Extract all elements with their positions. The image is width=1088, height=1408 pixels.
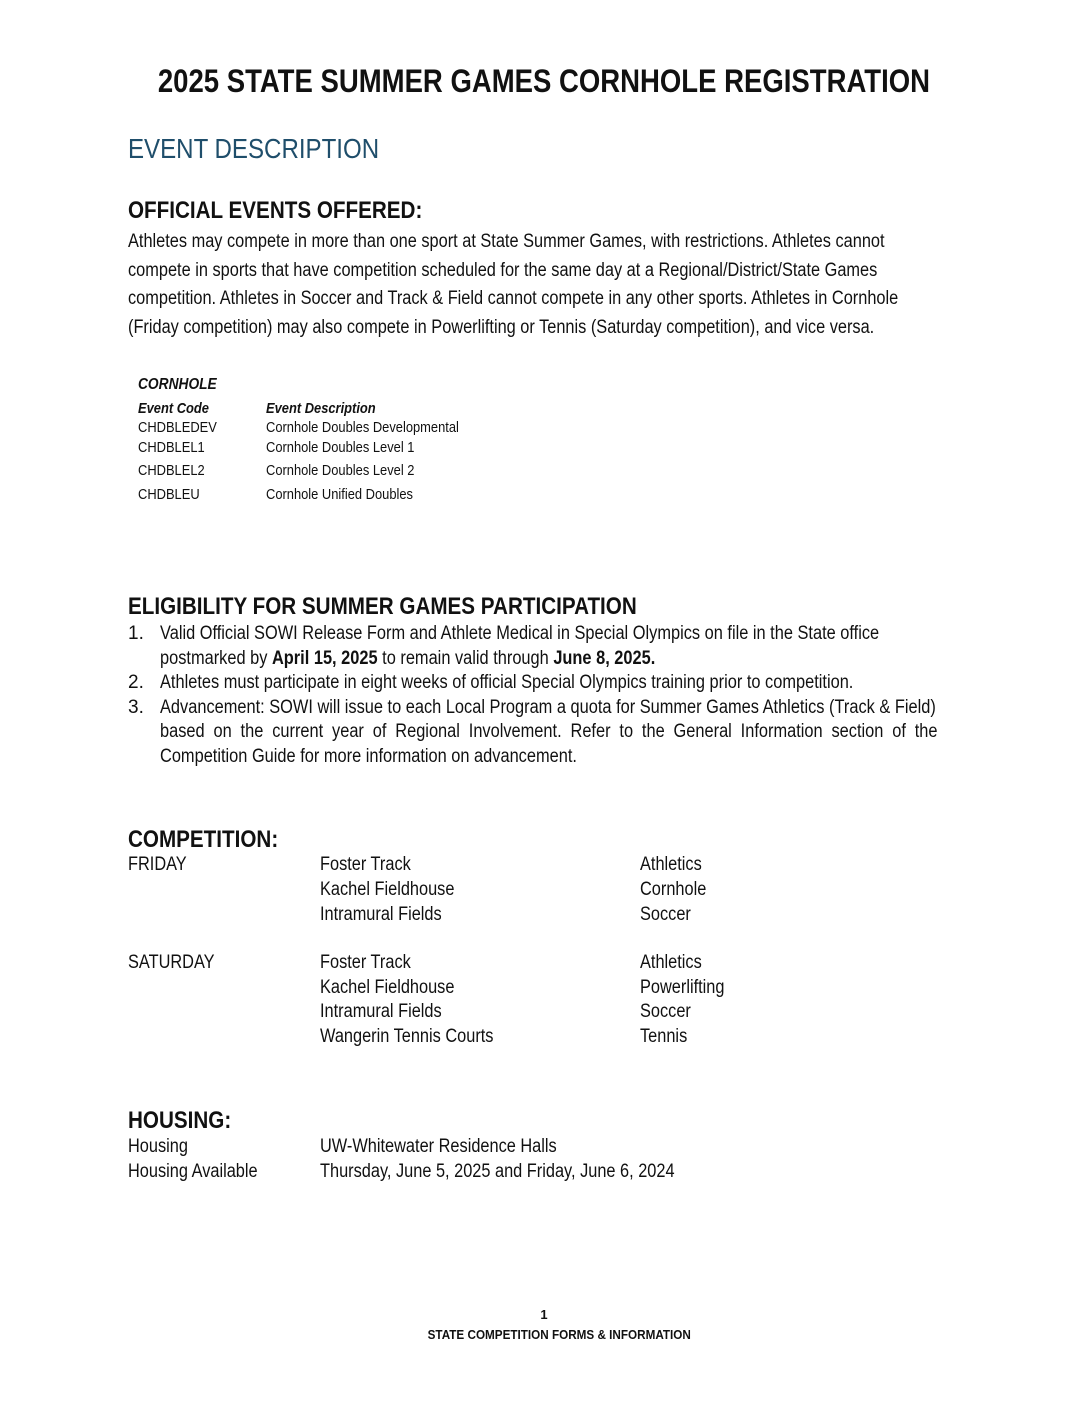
paragraph-line: Athletes may compete in more than one sport at State Summer Games, with restrictions. Athletes cannot xyxy=(128,231,885,252)
housing-label: Housing xyxy=(128,1136,188,1157)
venue: Kachel Fieldhouse xyxy=(320,977,455,998)
venue: Foster Track xyxy=(320,952,411,973)
col-header-code: Event Code xyxy=(138,400,209,417)
venue: Kachel Fieldhouse xyxy=(320,879,455,900)
table-row xyxy=(138,462,638,482)
event-code: CHDBLEDEV xyxy=(138,419,217,436)
venue: Intramural Fields xyxy=(320,1001,442,1022)
page-number: 1 xyxy=(540,1307,548,1322)
competition-heading: COMPETITION: xyxy=(128,826,279,853)
official-events-heading: OFFICIAL EVENTS OFFERED: xyxy=(128,197,423,224)
paragraph-line: competition. Athletes in Soccer and Track & Field cannot compete in any other sports. Athletes in Cornhole xyxy=(128,288,899,309)
housing-heading: HOUSING: xyxy=(128,1107,232,1134)
table-row xyxy=(138,419,638,439)
list-item: 3. Advancement: SOWI will issue to each Local Program a quota for Summer Games Athletics (Track & Field) based on the current year of Regional Involvement. Refer to the General Information section of the Competition Guide for more information on advancement. xyxy=(128,696,938,767)
sport: Cornhole xyxy=(640,879,707,900)
table-sport-heading: CORNHOLE xyxy=(138,376,217,393)
housing-value: UW-Whitewater Residence Halls xyxy=(320,1136,557,1157)
paragraph-line: (Friday competition) may also compete in Powerlifting or Tennis (Saturday competition), and vice versa. xyxy=(128,316,875,338)
list-item: 1. Valid Official SOWI Release Form and Athlete Medical in Special Olympics on file in the State office postmarked by April 15, 2025 to remain valid through June 8, 2025. xyxy=(128,623,880,669)
table-header-row xyxy=(138,400,638,420)
eligibility-heading: ELIGIBILITY FOR SUMMER GAMES PARTICIPATION xyxy=(128,593,637,620)
event-code: CHDBLEL2 xyxy=(138,462,205,479)
venue: Intramural Fields xyxy=(320,904,442,925)
sport: Soccer xyxy=(640,904,691,925)
official-events-paragraph xyxy=(128,228,990,342)
sport: Athletics xyxy=(640,952,702,973)
paragraph-line: compete in sports that have competition scheduled for the same day at a Regional/District/State Games xyxy=(128,259,878,281)
event-code: CHDBLEU xyxy=(138,486,200,503)
list-item: 2. Athletes must participate in eight weeks of official Special Olympics training prior to competition. xyxy=(128,671,992,696)
sport: Powerlifting xyxy=(640,977,725,998)
day-label: FRIDAY xyxy=(128,854,187,875)
event-description: Cornhole Doubles Developmental xyxy=(266,419,459,436)
list-number: 2. xyxy=(128,672,144,693)
list-number: 3. xyxy=(128,696,144,718)
eligibility-list xyxy=(128,622,992,769)
sport: Athletics xyxy=(640,854,702,875)
event-code: CHDBLEL1 xyxy=(138,439,205,456)
sport: Tennis xyxy=(640,1026,688,1047)
event-description: Cornhole Doubles Level 1 xyxy=(266,439,415,456)
sport: Soccer xyxy=(640,1001,691,1022)
event-description-heading: EVENT DESCRIPTION xyxy=(128,133,380,164)
col-header-description: Event Description xyxy=(266,400,376,417)
housing-value: Thursday, June 5, 2025 and Friday, June 6, 2024 xyxy=(320,1161,675,1182)
list-number: 1. xyxy=(128,623,144,644)
footer-text: STATE COMPETITION FORMS & INFORMATION xyxy=(427,1327,691,1342)
housing-label: Housing Available xyxy=(128,1161,258,1182)
event-description: Cornhole Doubles Level 2 xyxy=(266,462,415,479)
venue: Wangerin Tennis Courts xyxy=(320,1026,494,1047)
day-label: SATURDAY xyxy=(128,952,215,973)
event-description: Cornhole Unified Doubles xyxy=(266,486,414,503)
table-row xyxy=(138,439,638,459)
table-row xyxy=(138,486,638,506)
venue: Foster Track xyxy=(320,854,411,875)
document-title: 2025 STATE SUMMER GAMES CORNHOLE REGISTRATION xyxy=(157,63,931,99)
